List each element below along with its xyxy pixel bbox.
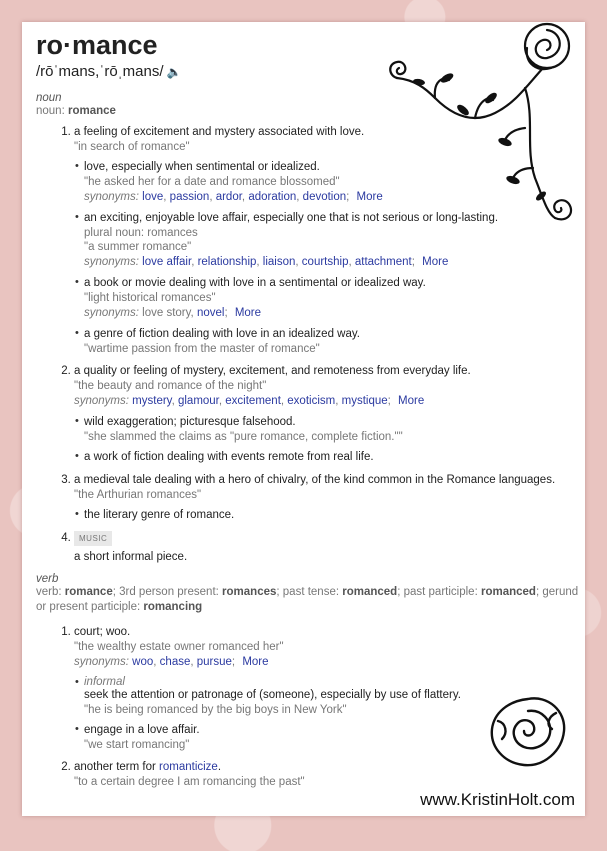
subsenses — [74, 415, 581, 465]
example: "wartime passion from the master of romance" — [84, 343, 320, 355]
forms-word: romance — [67, 105, 116, 117]
synonym-link[interactable]: exoticism — [287, 395, 336, 407]
example: "he is being romanced by the big boys in New York" — [84, 704, 347, 716]
subsenses — [74, 508, 581, 523]
synonym-link[interactable]: relationship — [197, 256, 257, 268]
synonym-plain: love story, — [142, 307, 194, 319]
synonym-link[interactable]: mystery — [132, 395, 172, 407]
pronunciation-text: /rōˈmans,ˈrōˌmans/ — [36, 63, 164, 80]
definition: 1. a feeling of excitement and mystery associated with love. — [74, 126, 365, 138]
example: "we start romancing" — [84, 739, 190, 751]
definition: • a book or movie dealing with love in a sentimental or idealized way. — [84, 277, 426, 289]
synonym-link[interactable]: love — [142, 191, 164, 203]
forms-label: verb: — [36, 586, 62, 598]
forms-word: romances — [222, 586, 277, 598]
domain-badge-row — [74, 531, 581, 546]
synonyms-label: synonyms: — [74, 395, 129, 407]
subsense — [74, 450, 581, 465]
subsense — [74, 276, 581, 321]
example: "he asked her for a date and romance blossomed" — [84, 176, 340, 188]
verb-forms — [36, 585, 581, 615]
forms-label: ; 3rd person present: — [112, 586, 219, 598]
register-label: • informal — [84, 676, 125, 688]
synonym-link[interactable]: love affair — [142, 256, 192, 268]
synonyms-label: synonyms: — [74, 656, 129, 668]
example: "in search of romance" — [74, 141, 190, 153]
synonyms: synonyms: love story, novel; More — [84, 307, 262, 319]
definition-suffix: . — [217, 761, 222, 773]
synonym-link[interactable]: passion — [169, 191, 210, 203]
synonym-link[interactable]: attachment — [354, 256, 412, 268]
example: "she slammed the claims as "pure romance, complete fiction."" — [84, 431, 403, 443]
synonym-link[interactable]: liaison — [262, 256, 296, 268]
definition: 1. court; woo. — [74, 626, 131, 638]
sense-4 — [74, 531, 581, 565]
definition: seek the attention or patronage of (someone), especially by use of flattery. — [84, 689, 461, 701]
synonyms-label: synonyms: — [84, 307, 139, 319]
rose-vine-corner-icon — [375, 18, 580, 233]
part-of-speech-verb: verb — [36, 573, 59, 585]
example: "a summer romance" — [84, 241, 192, 253]
synonym-link[interactable]: excitement — [225, 395, 281, 407]
synonyms: synonyms: love, passion, ardor, adoration, devotion; More — [84, 191, 383, 203]
speaker-icon[interactable]: 🔈 — [166, 65, 182, 79]
synonym-link[interactable]: courtship — [301, 256, 349, 268]
synonyms-label: synonyms: — [84, 191, 139, 203]
synonym-link[interactable]: glamour — [177, 395, 219, 407]
domain-badge: MUSIC — [74, 531, 112, 546]
example: "to a certain degree I am romancing the past" — [74, 776, 305, 788]
website-watermark: www.KristinHolt.com — [420, 790, 575, 809]
forms-label: ; past participle: — [397, 586, 478, 598]
definition: • engage in a love affair. — [84, 724, 200, 736]
more-synonyms-link[interactable]: More — [234, 307, 262, 319]
synonym-link[interactable]: chase — [159, 656, 191, 668]
sense-2 — [74, 364, 581, 465]
definition: 2. a quality or feeling of mystery, excitement, and remoteness from everyday life. — [74, 365, 471, 377]
definition: • a work of fiction dealing with events remote from real life. — [84, 451, 374, 463]
synonym-link[interactable]: adoration — [248, 191, 297, 203]
more-synonyms-link[interactable]: More — [242, 656, 269, 668]
synonym-link[interactable]: novel — [196, 307, 225, 319]
example: "the Arthurian romances" — [74, 489, 202, 501]
forms-word: romance — [64, 586, 113, 598]
definition: • wild exaggeration; picturesque falsehood. — [84, 416, 296, 428]
rose-doodle-icon — [486, 693, 570, 771]
more-synonyms-link[interactable]: More — [398, 395, 425, 407]
romanticize-link[interactable]: romanticize — [159, 761, 218, 773]
forms-word: romanced — [480, 586, 536, 598]
synonym-link[interactable]: pursue — [196, 656, 232, 668]
example: "the beauty and romance of the night" — [74, 380, 267, 392]
synonym-link[interactable]: devotion — [302, 191, 347, 203]
example: "the wealthy estate owner romanced her" — [74, 641, 284, 653]
definition: • love, especially when sentimental or idealized. — [84, 161, 320, 173]
definition: • the literary genre of romance. — [84, 509, 235, 521]
definition: a short informal piece. — [74, 551, 188, 563]
synonyms: synonyms: mystery, glamour, excitement, exoticism, mystique; More — [74, 395, 425, 407]
plural-form: plural noun: romances — [84, 227, 198, 239]
more-synonyms-link[interactable]: More — [356, 191, 383, 203]
subsense — [74, 508, 581, 523]
more-synonyms-link[interactable]: More — [422, 256, 449, 268]
definition: • an exciting, enjoyable love affair, especially one that is not serious or long-lasting. — [84, 212, 499, 224]
example: "light historical romances" — [84, 292, 216, 304]
forms-word: romancing — [143, 601, 203, 613]
sense-3 — [74, 473, 581, 523]
synonyms: synonyms: woo, chase, pursue; More — [74, 656, 269, 668]
forms-word: romanced — [342, 586, 398, 598]
synonym-link[interactable]: woo — [132, 656, 154, 668]
subsense — [74, 415, 581, 444]
subsense — [74, 327, 581, 356]
forms-label: ; gerund or present participle: — [36, 586, 579, 613]
forms-label: ; past tense: — [276, 586, 340, 598]
forms-label: noun: — [36, 105, 65, 117]
synonym-link[interactable]: mystique — [341, 395, 388, 407]
part-of-speech-noun: noun — [36, 92, 62, 104]
definition: 3. a medieval tale dealing with a hero of chivalry, of the kind common in the Romance languages. — [74, 474, 556, 486]
synonyms-label: synonyms: — [84, 256, 139, 268]
definition-prefix: another term for — [74, 761, 156, 773]
headword: ro·mance — [36, 30, 158, 60]
definition: • a genre of fiction dealing with love in an idealized way. — [84, 328, 360, 340]
synonyms: synonyms: love affair, relationship, liaison, courtship, attachment; More — [84, 256, 449, 268]
synonym-link[interactable]: ardor — [215, 191, 242, 203]
